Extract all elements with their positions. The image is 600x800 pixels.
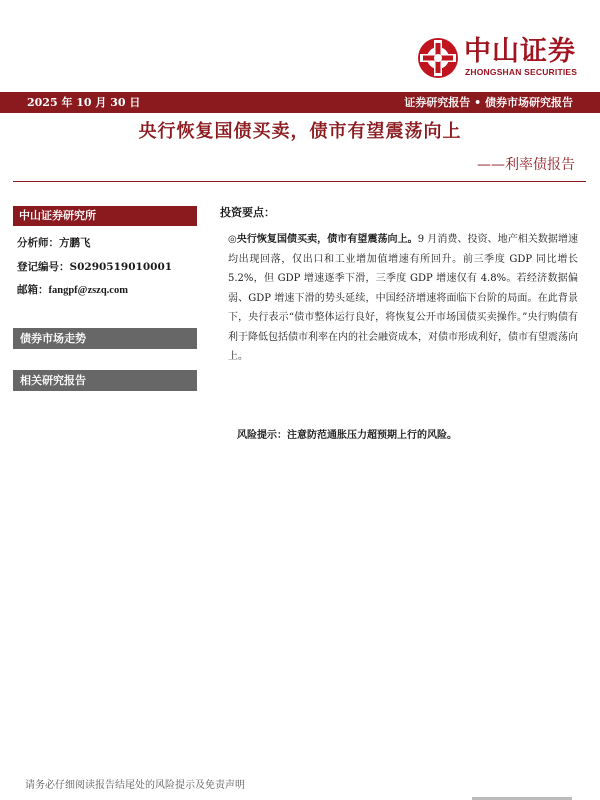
- registration-number: S0290519010001: [69, 261, 173, 273]
- report-date: 2025 年 10 月 30 日: [27, 96, 141, 109]
- email-label: 邮箱：: [17, 284, 49, 296]
- email-address[interactable]: fangpf@zszq.com: [48, 285, 128, 296]
- bullet-icon: ◎: [228, 234, 237, 245]
- zhongshan-logo-icon: [417, 37, 459, 79]
- investment-points-paragraph: [228, 230, 578, 367]
- key-point-lead: 央行恢复国债买卖，债市有望震荡向上。: [236, 234, 418, 245]
- logo-chinese-name: 中山证券: [464, 36, 576, 67]
- title-divider: [13, 181, 586, 182]
- disclaimer-footer: 请务必仔细阅读报告结尾处的风险提示及免责声明: [25, 780, 245, 791]
- analyst-name: 方鹏飞: [59, 237, 91, 249]
- analyst-line: [17, 235, 91, 251]
- section-related-reports: 相关研究报告: [13, 370, 197, 391]
- report-subtitle: ——利率债报告: [477, 157, 575, 173]
- report-type: 证券研究报告 • 债券市场研究报告: [404, 96, 573, 109]
- key-point-body: 9 月消费、投资、地产相关数据增速均出现回落，仅出口和工业增加值增速有所回升。前三季度 GDP 同比增长 5.2%，但 GDP 增速逐季下滑，三季度 GDP 增速仅有 4.8%。若经济数据偏弱、GDP 增速下滑的势头延续，中国经济增速将面临下台阶的局面。在此背景下，央行表示“债市整体运行良好，将恢复公开市场国债买卖操作。”央行购债有利于降低包括债市利率在内的社会融资成本，对债市形成利好，债市有望震荡向上。: [228, 234, 579, 362]
- report-title: 央行恢复国债买卖，债市有望震荡向上: [138, 121, 462, 142]
- investment-points-heading: 投资要点：: [220, 206, 275, 219]
- registration-label: 登记编号：: [17, 261, 70, 273]
- risk-warning: 风险提示：注意防范通胀压力超预期上行的风险。: [237, 430, 457, 441]
- logo-english-name: ZHONGSHAN SECURITIES: [465, 67, 578, 77]
- registration-line: [17, 259, 172, 275]
- page-number-fragment: [472, 793, 572, 800]
- email-line: [17, 282, 128, 299]
- institute-header: 中山证券研究所: [13, 206, 197, 226]
- section-bond-market-trend: 债券市场走势: [13, 328, 197, 349]
- analyst-label: 分析师：: [17, 237, 59, 249]
